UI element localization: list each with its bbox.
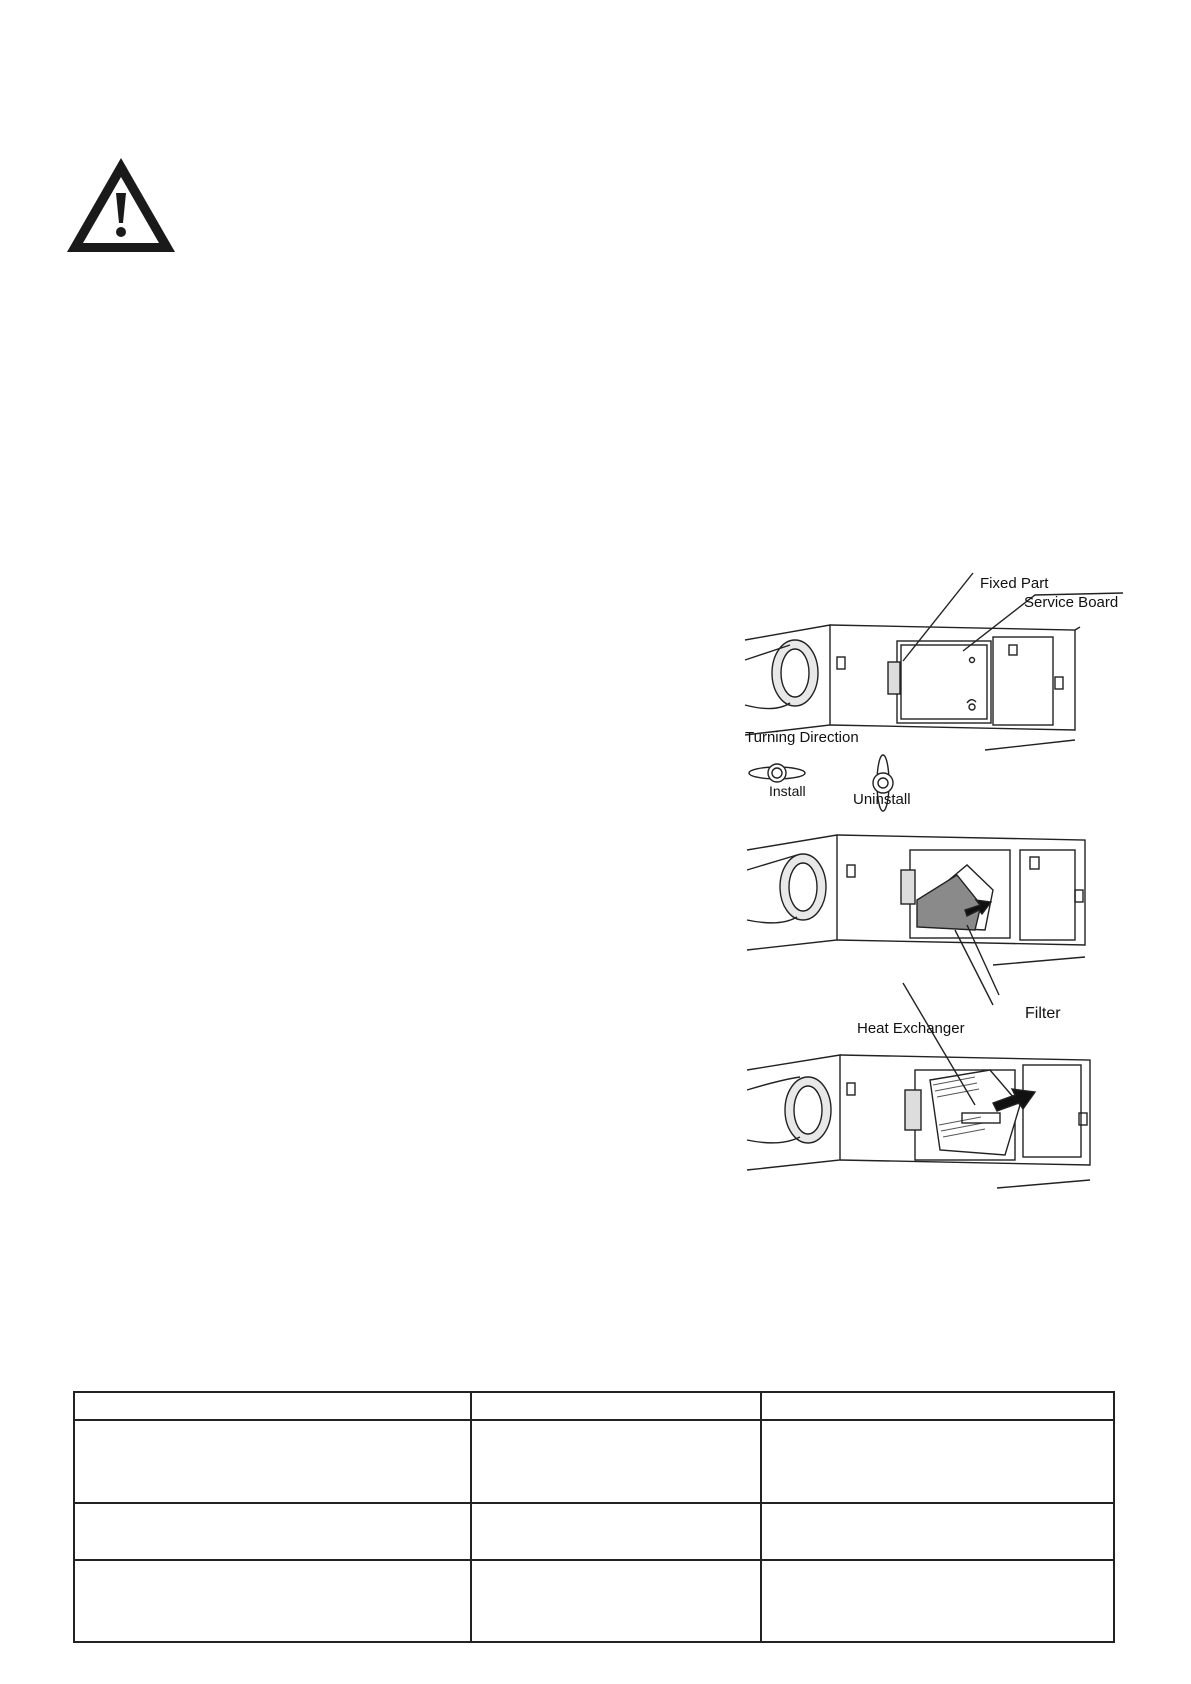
table-cell bbox=[761, 1420, 1114, 1503]
filter-label: Filter bbox=[1025, 1005, 1061, 1022]
uninstall-label: Uninstall bbox=[853, 791, 911, 808]
table-cell bbox=[74, 1392, 471, 1420]
install-label: Install bbox=[769, 783, 806, 799]
table-cell bbox=[471, 1420, 761, 1503]
table-row bbox=[74, 1420, 1114, 1503]
warning-icon bbox=[64, 155, 178, 255]
table-cell bbox=[74, 1503, 471, 1560]
table-cell bbox=[761, 1503, 1114, 1560]
maintenance-table bbox=[73, 1391, 1115, 1643]
fixed-part-label: Fixed Part bbox=[980, 575, 1049, 592]
table-cell bbox=[471, 1560, 761, 1642]
unit-filter-view bbox=[747, 835, 1085, 1005]
table-cell bbox=[74, 1560, 471, 1642]
table-cell bbox=[74, 1420, 471, 1503]
maintenance-diagram bbox=[735, 565, 1145, 1237]
table-cell bbox=[761, 1392, 1114, 1420]
turning-direction-label: Turning Direction bbox=[745, 729, 859, 746]
service-board-label: Service Board bbox=[1024, 594, 1119, 611]
table-cell bbox=[761, 1560, 1114, 1642]
diagram-drawing bbox=[735, 565, 1145, 1237]
table-cell bbox=[471, 1392, 761, 1420]
table-row bbox=[74, 1560, 1114, 1642]
heat-exchanger-label: Heat Exchanger bbox=[857, 1020, 965, 1037]
table-header-row bbox=[74, 1392, 1114, 1420]
table-row bbox=[74, 1503, 1114, 1560]
table-cell bbox=[471, 1503, 761, 1560]
